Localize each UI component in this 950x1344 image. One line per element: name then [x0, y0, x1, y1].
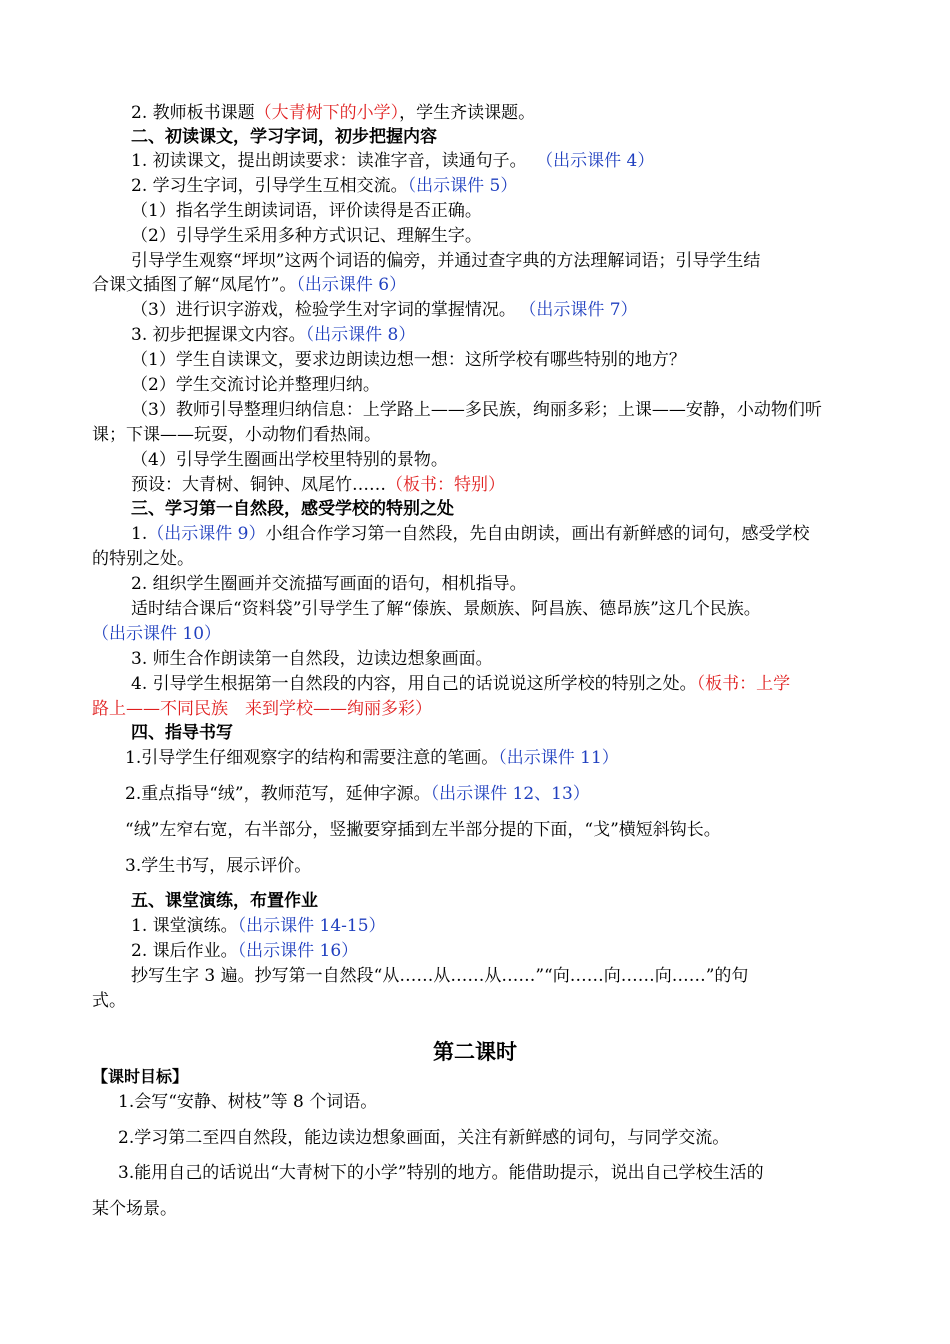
courseware-note: （出示课件 10）	[92, 624, 222, 644]
section-heading-2: 二、初读课文，学习字词，初步把握内容	[131, 127, 437, 147]
section-heading-4: 四、指导书写	[131, 723, 233, 743]
line-9: （3）进行识字游戏，检验学生对字词的掌握情况。 （出示课件 7）	[131, 300, 638, 320]
line-35: 式。	[92, 991, 126, 1011]
line-40: 3.能用自己的话说出“大青树下的小学”特别的地方。能借助提示，说出自己学校生活的	[118, 1163, 764, 1183]
line-28: 2.重点指导“绒”，教师范写，延伸字源。（出示课件 12、13）	[125, 784, 590, 804]
line-11: （1）学生自读课文，要求边朗读边想一想：这所学校有哪些特别的地方？	[131, 350, 686, 370]
courseware-note: （出示课件 6）	[296, 275, 407, 295]
line-1: 2. 教师板书课题（大青树下的小学），学生齐读课题。	[131, 103, 536, 123]
lesson-title: 第二课时	[433, 1039, 517, 1064]
courseware-note: （出示课件 14-15）	[237, 916, 386, 936]
line-16: 预设：大青树、铜钟、凤尾竹……（板书：特别）	[131, 475, 505, 495]
line-13: （3）教师引导整理归纳信息：上学路上——多民族，绚丽多彩；上课——安静，小动物们听	[131, 400, 822, 420]
courseware-note: （出示课件 12、13）	[430, 784, 590, 804]
section-heading-5: 五、课堂演练，布置作业	[131, 891, 318, 911]
board-note: 路上——不同民族 来到学校——绚丽多彩）	[92, 699, 432, 719]
board-note: （板书：上学	[696, 674, 791, 694]
line-21: 适时结合课后“资料袋”引导学生了解“傣族、景颇族、阿昌族、德昂族”这几个民族。	[131, 599, 761, 619]
line-34: 抄写生字 3 遍。抄写第一自然段“从……从……从……”“向……向……向……”的句	[131, 966, 749, 986]
goal-heading: 【课时目标】	[92, 1067, 189, 1086]
section-heading-3: 三、学习第一自然段，感受学校的特别之处	[131, 499, 454, 519]
line-5: （1）指名学生朗读词语，评价读得是否正确。	[131, 201, 482, 221]
courseware-note: （出示课件 8）	[305, 325, 416, 345]
line-7: 引导学生观察“坪坝”这两个词语的偏旁，并通过查字典的方法理解词语；引导学生结	[131, 251, 761, 271]
line-24: 4. 引导学生根据第一自然段的内容，用自己的话说说这所学校的特别之处。（板书：上学	[131, 674, 791, 694]
line-38: 1.会写“安静、树枝”等 8 个词语。	[118, 1092, 378, 1112]
line-41: 某个场景。	[92, 1199, 177, 1219]
line-29: “绒”左窄右宽，右半部分，竖撇要穿插到左半部分提的下面，“戈”横短斜钩长。	[125, 820, 721, 840]
line-19: 的特别之处。	[92, 549, 194, 569]
line-39: 2.学习第二至四自然段，能边读边想象画面，关注有新鲜感的词句，与同学交流。	[118, 1128, 730, 1148]
line-27: 1.引导学生仔细观察字的结构和需要注意的笔画。（出示课件 11）	[125, 748, 619, 768]
line-4: 2. 学习生字词，引导学生互相交流。（出示课件 5）	[131, 176, 518, 196]
board-note: （大青树下的小学）	[254, 103, 400, 123]
courseware-note: （出示课件 16）	[237, 941, 359, 961]
line-32: 1. 课堂演练。（出示课件 14-15）	[131, 916, 386, 936]
line-14: 课；下课——玩耍，小动物们看热闹。	[92, 425, 381, 445]
board-note: （板书：特别）	[386, 475, 505, 495]
line-18: 1.（出示课件 9）小组合作学习第一自然段，先自由朗读，画出有新鲜感的词句，感受学校	[131, 524, 810, 544]
line-12: （2）学生交流讨论并整理归纳。	[131, 375, 380, 395]
courseware-note: （出示课件 4）	[544, 151, 655, 171]
line-6: （2）引导学生采用多种方式识记、理解生字。	[131, 226, 482, 246]
line-3: 1. 初读课文，提出朗读要求：读准字音，读通句子。 （出示课件 4）	[131, 151, 655, 171]
line-23: 3. 师生合作朗读第一自然段，边读边想象画面。	[131, 649, 493, 669]
courseware-note: （出示课件 7）	[527, 300, 638, 320]
line-10: 3. 初步把握课文内容。（出示课件 8）	[131, 325, 416, 345]
line-8: 合课文插图了解“凤尾竹”。（出示课件 6）	[92, 275, 407, 295]
line-33: 2. 课后作业。（出示课件 16）	[131, 941, 359, 961]
courseware-note: （出示课件 5）	[407, 176, 518, 196]
courseware-note: （出示课件 11）	[498, 748, 619, 768]
line-20: 2. 组织学生圈画并交流描写画面的语句，相机指导。	[131, 574, 527, 594]
line-15: （4）引导学生圈画出学校里特别的景物。	[131, 450, 448, 470]
courseware-note: （出示课件 9）	[147, 524, 266, 544]
line-30: 3.学生书写，展示评价。	[125, 856, 312, 876]
